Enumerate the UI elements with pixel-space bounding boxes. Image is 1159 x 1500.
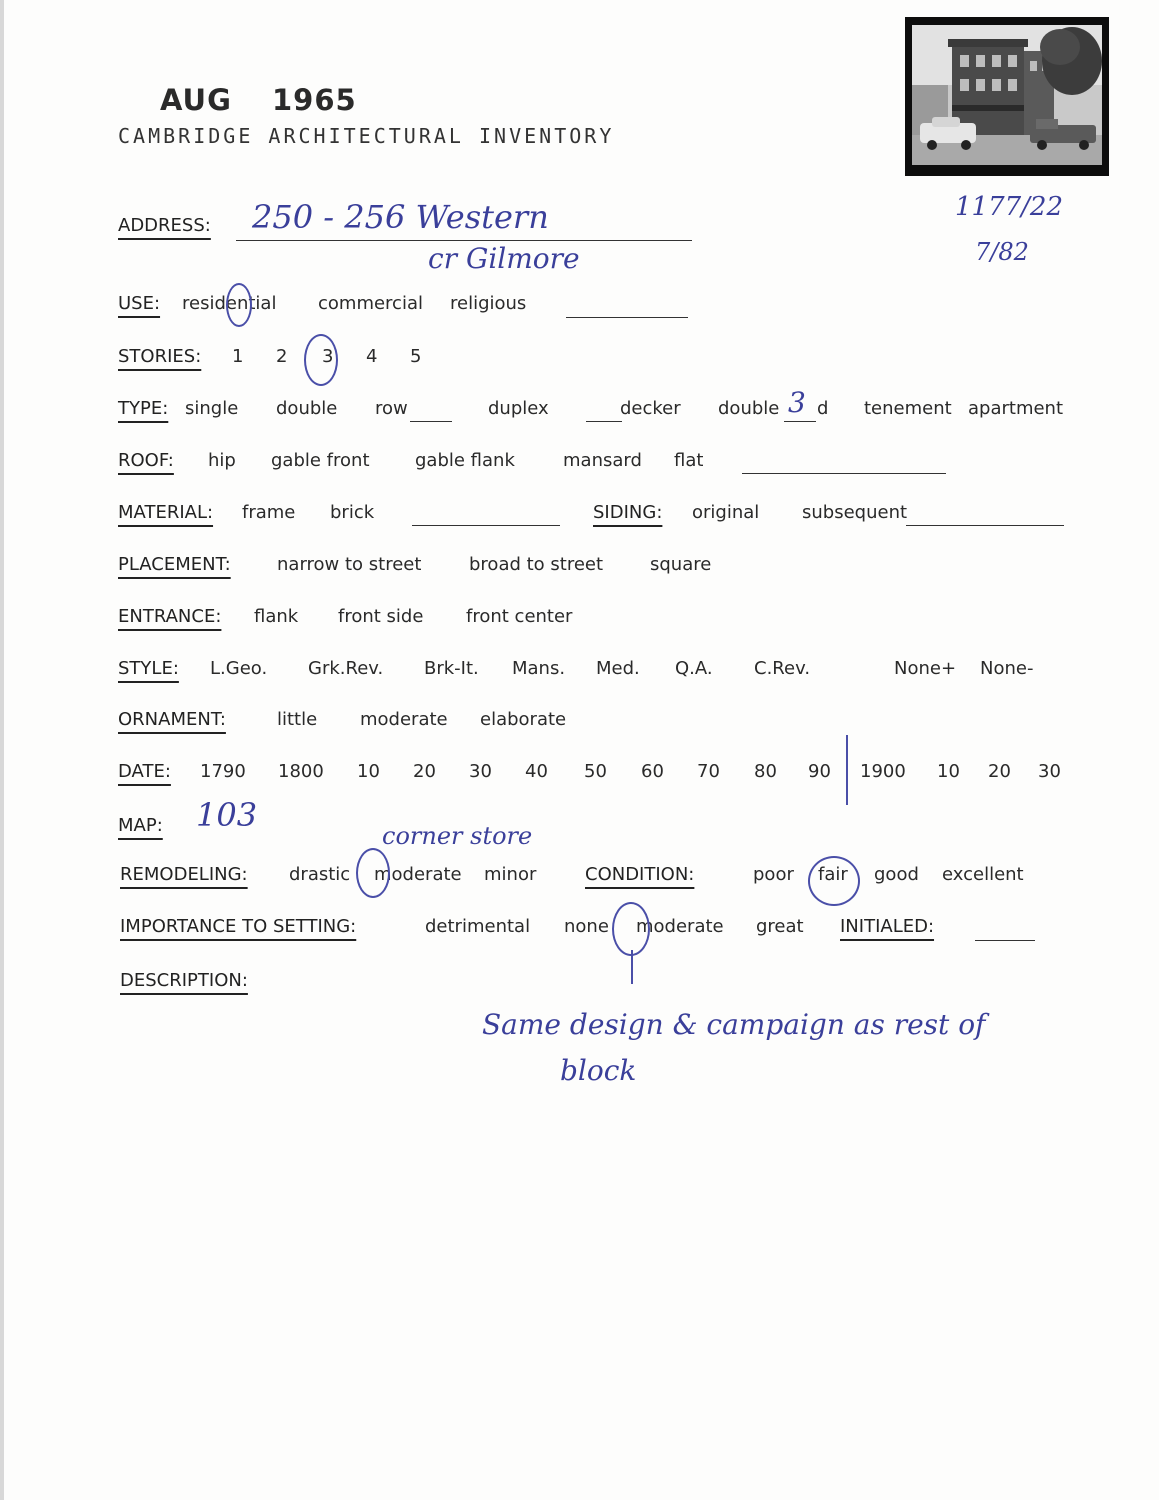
stories-option-4: 4 xyxy=(366,346,378,367)
date-option-50: 50 xyxy=(584,761,607,782)
use-option-religious: religious xyxy=(450,293,527,314)
material-option-frame: frame xyxy=(242,502,296,523)
survey-date-note: 7/82 xyxy=(975,238,1029,266)
material-label: MATERIAL: xyxy=(118,502,214,523)
ornament-option-moderate: moderate xyxy=(360,709,448,730)
date-option-1910: 10 xyxy=(937,761,960,782)
remodeling-option-drastic: drastic xyxy=(289,864,351,885)
map-number: 103 xyxy=(196,796,258,834)
date-option-1800: 1800 xyxy=(278,761,324,782)
type-option-double-decker: double xyxy=(718,398,780,419)
placement-option-square: square xyxy=(650,554,712,575)
stories-option-5: 5 xyxy=(410,346,422,367)
type-option-row: row xyxy=(375,398,408,419)
date-option-1930: 30 xyxy=(1038,761,1061,782)
style-option-brkit: Brk-It. xyxy=(424,658,479,679)
type-decker-count: 3 xyxy=(788,386,806,419)
condition-option-good: good xyxy=(874,864,919,885)
date-option-1790: 1790 xyxy=(200,761,246,782)
material-other-line xyxy=(412,525,560,526)
siding-other-line xyxy=(906,525,1064,526)
date-option-1900: 1900 xyxy=(860,761,906,782)
remodeling-selection-circle xyxy=(356,848,390,898)
importance-option-great: great xyxy=(756,916,804,937)
condition-option-excellent: excellent xyxy=(942,864,1024,885)
header-year: 1965 xyxy=(272,83,357,117)
map-label: MAP: xyxy=(118,815,163,836)
date-option-30: 30 xyxy=(469,761,492,782)
type-option-double: double xyxy=(276,398,338,419)
type-option-apartment: apartment xyxy=(968,398,1064,419)
remodeling-note: corner store xyxy=(382,822,533,850)
type-decker-line xyxy=(586,421,622,422)
material-option-brick: brick xyxy=(330,502,375,523)
roof-option-gable-flank: gable flank xyxy=(415,450,515,471)
roof-option-mansard: mansard xyxy=(563,450,642,471)
date-option-1920: 20 xyxy=(988,761,1011,782)
roof-other-line xyxy=(742,473,946,474)
importance-option-moderate: moderate xyxy=(636,916,724,937)
remodeling-option-minor: minor xyxy=(484,864,537,885)
address-cross-street: cr Gilmore xyxy=(428,242,580,275)
date-option-20: 20 xyxy=(413,761,436,782)
type-label: TYPE: xyxy=(118,398,169,419)
date-option-80: 80 xyxy=(754,761,777,782)
date-option-90: 90 xyxy=(808,761,831,782)
entrance-option-front-center: front center xyxy=(466,606,573,627)
remodeling-label: REMODELING: xyxy=(120,864,248,885)
address-value: 250 - 256 Western xyxy=(252,198,549,236)
type-option-single: single xyxy=(185,398,239,419)
entrance-option-flank: flank xyxy=(254,606,299,627)
building-photo xyxy=(905,17,1109,176)
style-option-lgeo: L.Geo. xyxy=(210,658,268,679)
type-option-tenement: tenement xyxy=(864,398,952,419)
importance-label: IMPORTANCE TO SETTING: xyxy=(120,916,357,937)
scan-edge xyxy=(0,0,4,1500)
type-option-d: d xyxy=(817,398,829,419)
address-label: ADDRESS: xyxy=(118,215,211,236)
placement-option-broad: broad to street xyxy=(469,554,604,575)
ornament-label: ORNAMENT: xyxy=(118,709,226,730)
use-option-residential: residential xyxy=(182,293,277,314)
date-option-60: 60 xyxy=(641,761,664,782)
style-option-qa: Q.A. xyxy=(675,658,713,679)
description-line-2: block xyxy=(560,1054,637,1087)
style-label: STYLE: xyxy=(118,658,179,679)
description-label: DESCRIPTION: xyxy=(120,970,248,991)
remodeling-option-moderate: moderate xyxy=(374,864,462,885)
condition-label: CONDITION: xyxy=(585,864,695,885)
initialed-label: INITIALED: xyxy=(840,916,935,937)
catalog-number-note: 1177/22 xyxy=(955,192,1064,222)
importance-selection-circle xyxy=(612,902,650,956)
building-photo-image xyxy=(912,25,1102,165)
type-double-decker-line xyxy=(784,421,816,422)
condition-selection-circle xyxy=(808,856,860,906)
date-option-70: 70 xyxy=(697,761,720,782)
style-option-grkrev: Grk.Rev. xyxy=(308,658,384,679)
style-option-med: Med. xyxy=(596,658,640,679)
style-option-mans: Mans. xyxy=(512,658,566,679)
stories-option-3: 3 xyxy=(322,346,334,367)
use-selection-circle xyxy=(226,283,252,327)
description-line-1: Same design & campaign as rest of xyxy=(482,1008,986,1041)
header-month: AUG xyxy=(160,83,232,117)
stories-selection-circle xyxy=(304,334,338,386)
style-option-none-plus: None+ xyxy=(894,658,957,679)
siding-label: SIDING: xyxy=(593,502,663,523)
date-label: DATE: xyxy=(118,761,171,782)
roof-option-hip: hip xyxy=(208,450,236,471)
siding-option-subsequent: subsequent xyxy=(802,502,908,523)
date-option-40: 40 xyxy=(525,761,548,782)
use-option-commercial: commercial xyxy=(318,293,423,314)
placement-label: PLACEMENT: xyxy=(118,554,231,575)
form-title: CAMBRIDGE ARCHITECTURAL INVENTORY xyxy=(118,124,615,148)
type-option-duplex: duplex xyxy=(488,398,549,419)
ornament-option-little: little xyxy=(277,709,318,730)
siding-option-original: original xyxy=(692,502,760,523)
type-option-decker: decker xyxy=(620,398,681,419)
style-option-none-minus: None- xyxy=(980,658,1034,679)
use-other-line xyxy=(566,317,688,318)
importance-option-none: none xyxy=(564,916,609,937)
date-option-10: 10 xyxy=(357,761,380,782)
roof-label: ROOF: xyxy=(118,450,174,471)
initialed-line xyxy=(975,940,1035,941)
stories-label: STORIES: xyxy=(118,346,202,367)
placement-option-narrow: narrow to street xyxy=(277,554,422,575)
stories-option-2: 2 xyxy=(276,346,288,367)
importance-circle-tail xyxy=(631,950,633,984)
entrance-label: ENTRANCE: xyxy=(118,606,222,627)
use-label: USE: xyxy=(118,293,161,314)
style-option-crev: C.Rev. xyxy=(754,658,811,679)
roof-option-gable-front: gable front xyxy=(271,450,370,471)
address-line xyxy=(236,240,692,241)
roof-option-flat: flat xyxy=(674,450,704,471)
stories-option-1: 1 xyxy=(232,346,244,367)
condition-option-fair: fair xyxy=(818,864,848,885)
date-century-mark xyxy=(846,735,848,805)
type-row-line xyxy=(410,421,452,422)
entrance-option-front-side: front side xyxy=(338,606,424,627)
condition-option-poor: poor xyxy=(753,864,794,885)
ornament-option-elaborate: elaborate xyxy=(480,709,567,730)
importance-option-detrimental: detrimental xyxy=(425,916,531,937)
